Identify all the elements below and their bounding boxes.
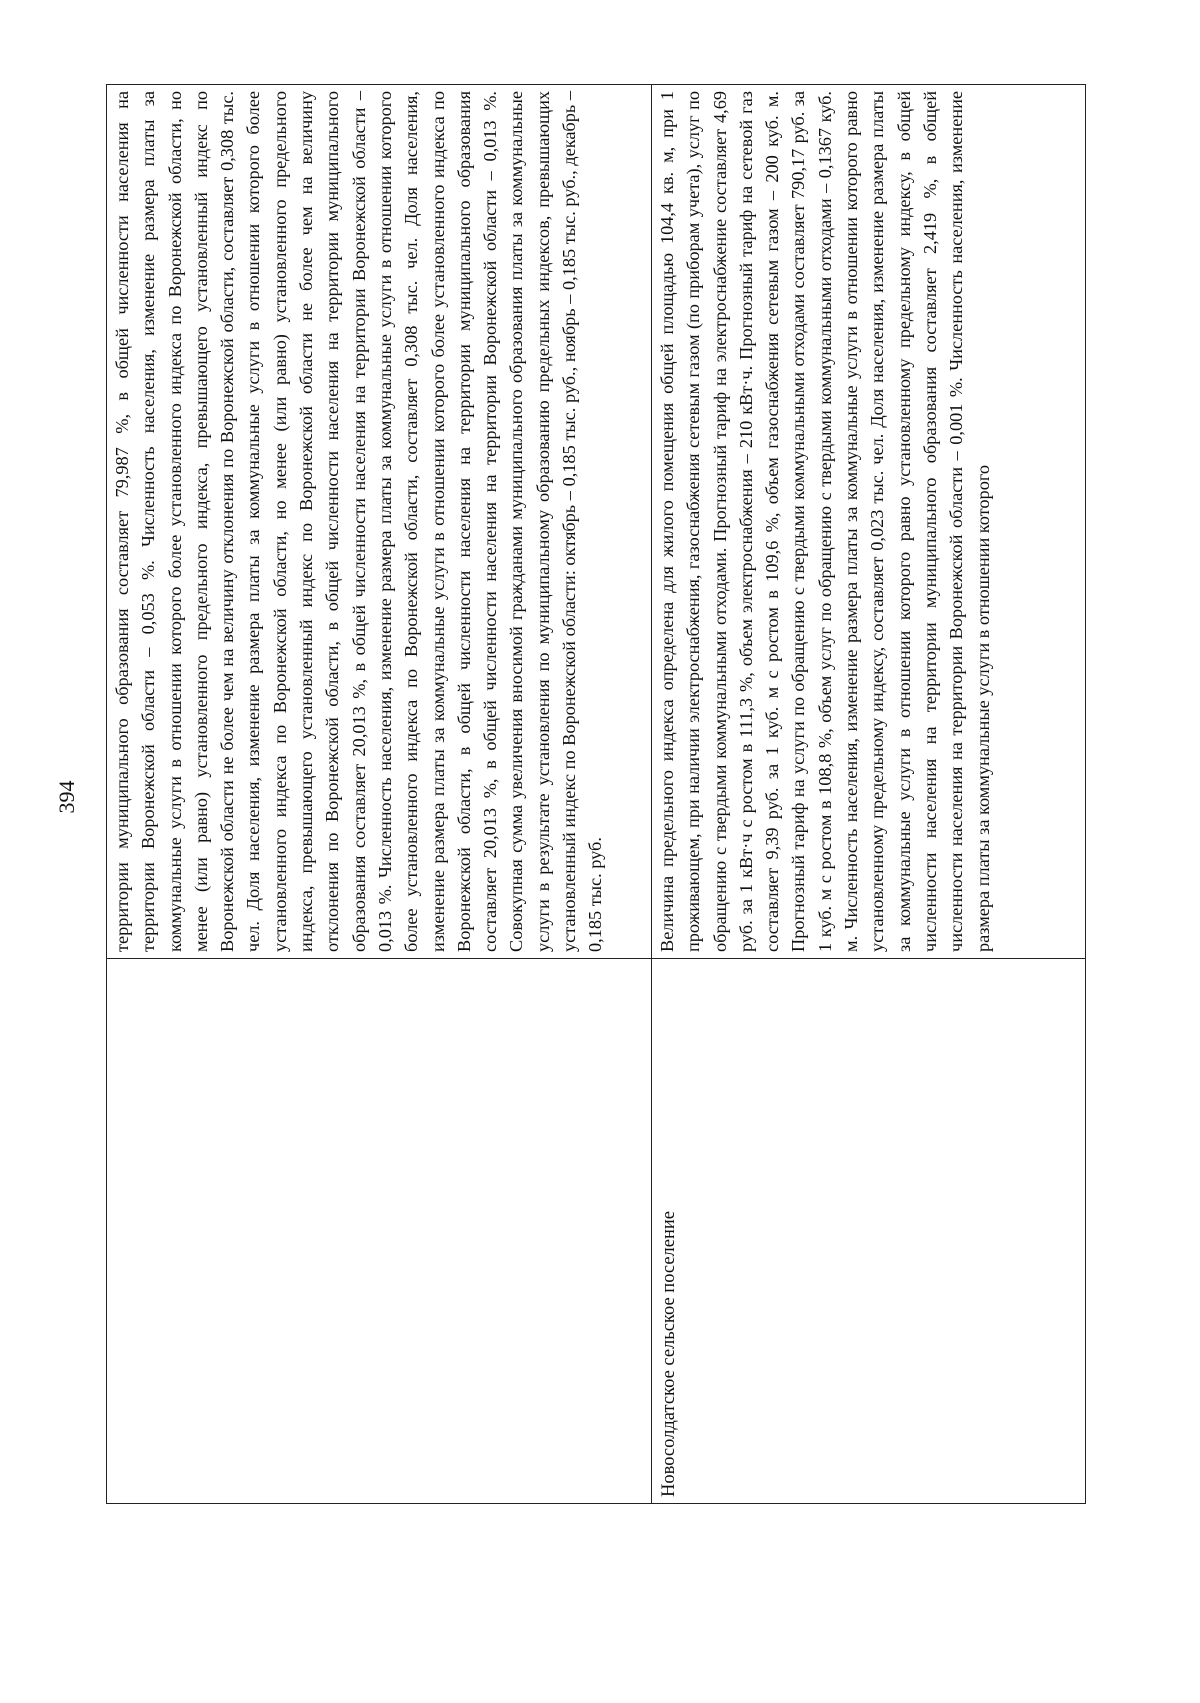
table-viewport	[106, 84, 1086, 1504]
data-table	[106, 84, 1086, 1504]
table-row	[652, 85, 1085, 1503]
description-cell: Величина предельного индекса определена для жилого помещения общей площадью 104,4 кв. м, при 1 проживающем, при наличии электроснабжения, газоснабжения сетевым газом (по приборам учета), услуг по обращению с твердыми коммунальными отходами. Прогнозный тариф на электроснабжение составляет 4,69 руб. за 1 кВт·ч с ростом в 111,3 %, объем электроснабжения – 210 кВт·ч. Прогнозный тариф на сетевой газ составляет 9,39 руб. за 1 куб. м с ростом в 109,6 %, объем газоснабжения сетевым газом – 200 куб. м. Прогнозный тариф на услуги по обращению с твердыми коммунальными отходами составляет 790,17 руб. за 1 куб. м с ростом в 108,8 %, объем услуг по обращению с твердыми коммунальными отходами – 0,1367 куб. м. Численность населения, изменение размера платы за коммунальные услуги в отношении которого равно установленному предельному индексу, составляет 0,023 тыс. чел. Доля населения, изменение размера платы за коммунальные услуги в отношении которого равно установленному предельному индексу, в общей численности населения на территории муниципального образования составляет 2,419 %, в общей численности населения на территории Воронежской области – 0,001 %. Численность населения, изменение размера платы за коммунальные услуги в отношении которого	[657, 91, 993, 952]
municipality-name-cell	[107, 958, 651, 1503]
page-number: 394	[54, 780, 79, 814]
description-cell: территории муниципального образования составляет 79,987 %, в общей численности населения на территории Воронежской области – 0,053 %. Численность населения, изменение размера платы за коммунальные услуги в отношении которого более установленного индекса по Воронежской области, но менее (или равно) установленного предельного индекса, превышающего установленный индекс по Воронежской области не более чем на величину отклонения по Воронежской области, составляет 0,308 тыс. чел. Доля населения, изменение размера платы за коммунальные услуги в отношении которого более установленного индекса по Воронежской области, но менее (или равно) установленного предельного индекса, превышающего установленный индекс по Воронежской области не более чем на величину отклонения по Воронежской области, в общей численности населения на территории муниципального образования составляет 20,013 %, в общей численности населения на территории Воронежской области – 0,013 %. Численность населения, изменение размера платы за коммунальные услуги в отношении которого более установленного индекса по Воронежской области, составляет 0,308 тыс. чел. Доля населения, изменение размера платы за коммунальные услуги в отношении которого более установленного индекса по Воронежской области, в общей численности населения на территории муниципального образования составляет 20,013 %, в общей численности населения на территории Воронежской области – 0,013 %. Совокупная сумма увеличения вносимой гражданами муниципального образования платы за коммунальные услуги в результате установления по муниципальному образованию предельных индексов, превышающих установленный индекс по Воронежской области: октябрь – 0,185 тыс. руб., ноябрь – 0,185 тыс. руб., декабрь – 0,185 тыс. руб.	[112, 91, 606, 952]
municipality-name-cell: Новосолдатское сельское поселение	[652, 958, 1085, 1503]
table-row	[107, 85, 652, 1503]
